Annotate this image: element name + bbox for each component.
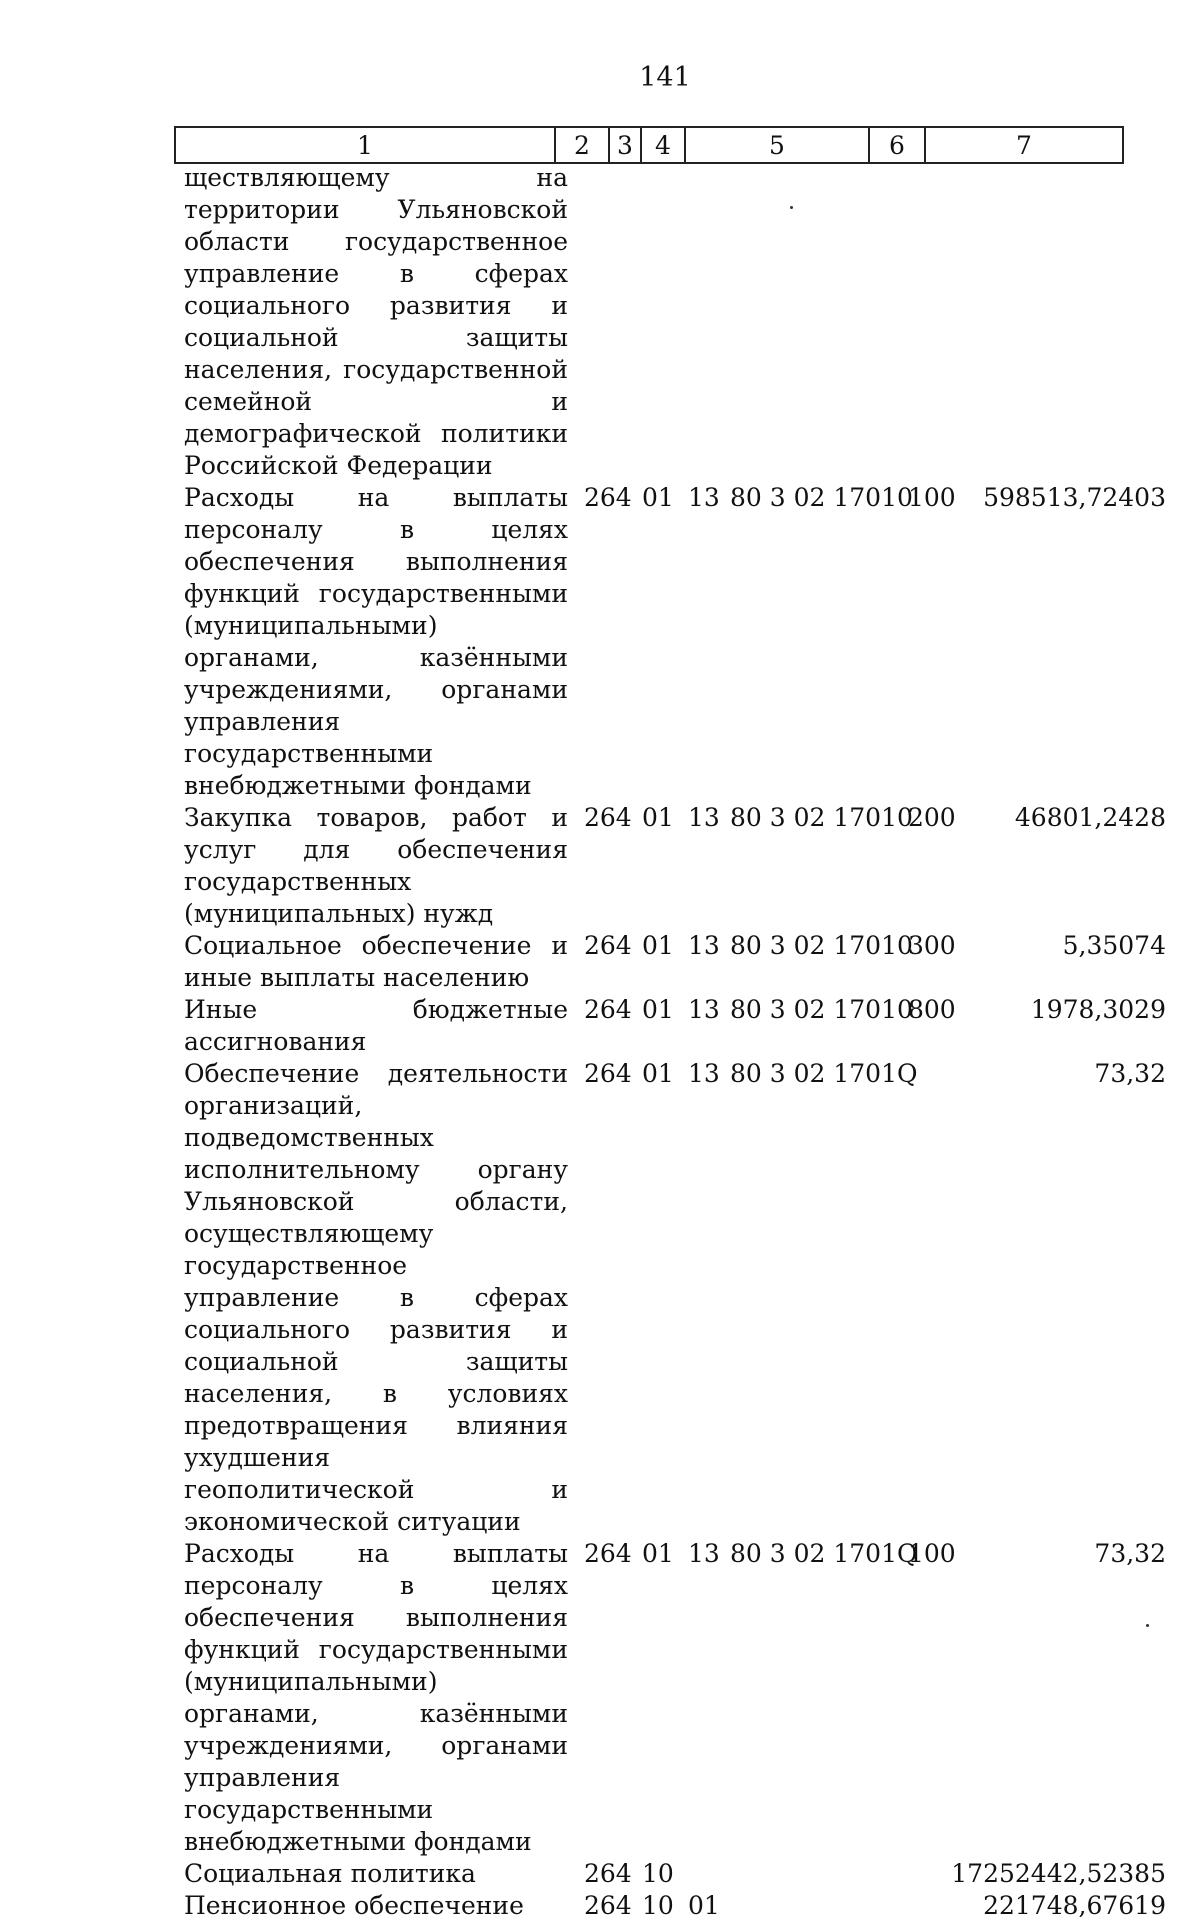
header-col-3: 3 xyxy=(609,127,641,163)
row-expense-type: 200 xyxy=(908,803,956,832)
row-target-code: 80 3 02 17010 xyxy=(730,483,913,512)
row-admin-code: 264 xyxy=(584,931,632,960)
row-amount: 17252442,52385 xyxy=(951,1859,1166,1888)
table-row xyxy=(0,482,1200,802)
row-subsection-code: 13 xyxy=(688,995,720,1024)
row-target-code: 80 3 02 17010 xyxy=(730,931,913,960)
row-section-code: 01 xyxy=(642,995,674,1024)
row-admin-code: 264 xyxy=(584,483,632,512)
row-section-code: 10 xyxy=(642,1859,674,1888)
row-amount: 5,35074 xyxy=(1062,931,1166,960)
table-row xyxy=(0,930,1200,994)
row-amount: 221748,67619 xyxy=(983,1891,1166,1920)
table-row xyxy=(0,994,1200,1058)
row-section-code: 01 xyxy=(642,803,674,832)
row-subsection-code: 13 xyxy=(688,1539,720,1568)
row-name: Закупка товаров, работ и услуг для обеспечения государственных (муниципальных) нужд xyxy=(184,803,568,928)
row-admin-code: 264 xyxy=(584,1539,632,1568)
row-admin-code: 264 xyxy=(584,1891,632,1920)
row-target-code: 80 3 02 1701Q xyxy=(730,1539,918,1568)
row-amount: 1978,3029 xyxy=(1030,995,1166,1024)
page-number: 141 xyxy=(639,62,691,93)
row-admin-code: 264 xyxy=(584,1059,632,1088)
row-name: Социальная политика xyxy=(184,1859,476,1888)
row-target-code: 80 3 02 17010 xyxy=(730,995,913,1024)
row-section-code: 10 xyxy=(642,1891,674,1920)
row-subsection-code: 13 xyxy=(688,803,720,832)
row-section-code: 01 xyxy=(642,1539,674,1568)
row-admin-code: 264 xyxy=(584,803,632,832)
column-header-row xyxy=(174,126,1124,164)
scan-speck xyxy=(1146,1624,1149,1627)
row-section-code: 01 xyxy=(642,483,674,512)
scan-speck xyxy=(790,206,793,209)
row-section-code: 01 xyxy=(642,1059,674,1088)
row-name: Расходы на выплаты персоналу в целях обеспечения выполнения функций государственными (муниципальными) органами, казёнными учреждениями, органами управления государственными внебюджетными фондами xyxy=(184,483,568,800)
row-name: Иные бюджетные ассигнования xyxy=(184,995,568,1056)
row-target-code: 80 3 02 1701Q xyxy=(730,1059,918,1088)
table-row xyxy=(0,162,1200,482)
table-row xyxy=(0,1538,1200,1858)
row-admin-code: 264 xyxy=(584,1859,632,1888)
row-amount: 598513,72403 xyxy=(983,483,1166,512)
row-subsection-code: 13 xyxy=(688,483,720,512)
table-row xyxy=(0,1858,1200,1890)
header-col-5: 5 xyxy=(685,127,869,163)
row-amount: 73,32 xyxy=(1094,1059,1166,1088)
table-row xyxy=(0,802,1200,930)
row-subsection-code: 13 xyxy=(688,1059,720,1088)
row-name: ществляющему на территории Ульяновской области государственное управление в сферах социального развития и социальной защиты населения, государственной семейной и демографической политики Российской Федерации xyxy=(184,163,568,480)
row-admin-code: 264 xyxy=(584,995,632,1024)
table-row xyxy=(0,1058,1200,1538)
row-section-code: 01 xyxy=(642,931,674,960)
table-row xyxy=(0,1890,1200,1922)
row-subsection-code: 13 xyxy=(688,931,720,960)
row-amount: 46801,2428 xyxy=(1014,803,1166,832)
header-col-7: 7 xyxy=(925,127,1123,163)
header-col-1: 1 xyxy=(175,127,555,163)
header-col-6: 6 xyxy=(869,127,925,163)
header-col-4: 4 xyxy=(641,127,685,163)
header-col-2: 2 xyxy=(555,127,609,163)
row-expense-type: 100 xyxy=(908,1539,956,1568)
row-expense-type: 300 xyxy=(908,931,956,960)
row-subsection-code: 01 xyxy=(688,1891,720,1920)
row-name: Обеспечение деятельности организаций, подведомственных исполнительному органу Ульяновской области, осуществляющему государственное управление в сферах социального развития и социальной защиты населения, в условиях предотвращения влияния ухудшения геополитической и экономической ситуации xyxy=(184,1059,568,1536)
row-name: Расходы на выплаты персоналу в целях обеспечения выполнения функций государственными (муниципальными) органами, казёнными учреждениями, органами управления государственными внебюджетными фондами xyxy=(184,1539,568,1856)
row-name: Пенсионное обеспечение xyxy=(184,1891,524,1920)
row-expense-type: 100 xyxy=(908,483,956,512)
row-target-code: 80 3 02 17010 xyxy=(730,803,913,832)
row-expense-type: 800 xyxy=(908,995,956,1024)
row-name: Социальное обеспечение и иные выплаты населению xyxy=(184,931,568,992)
row-amount: 73,32 xyxy=(1094,1539,1166,1568)
budget-table-body xyxy=(0,162,1200,1922)
